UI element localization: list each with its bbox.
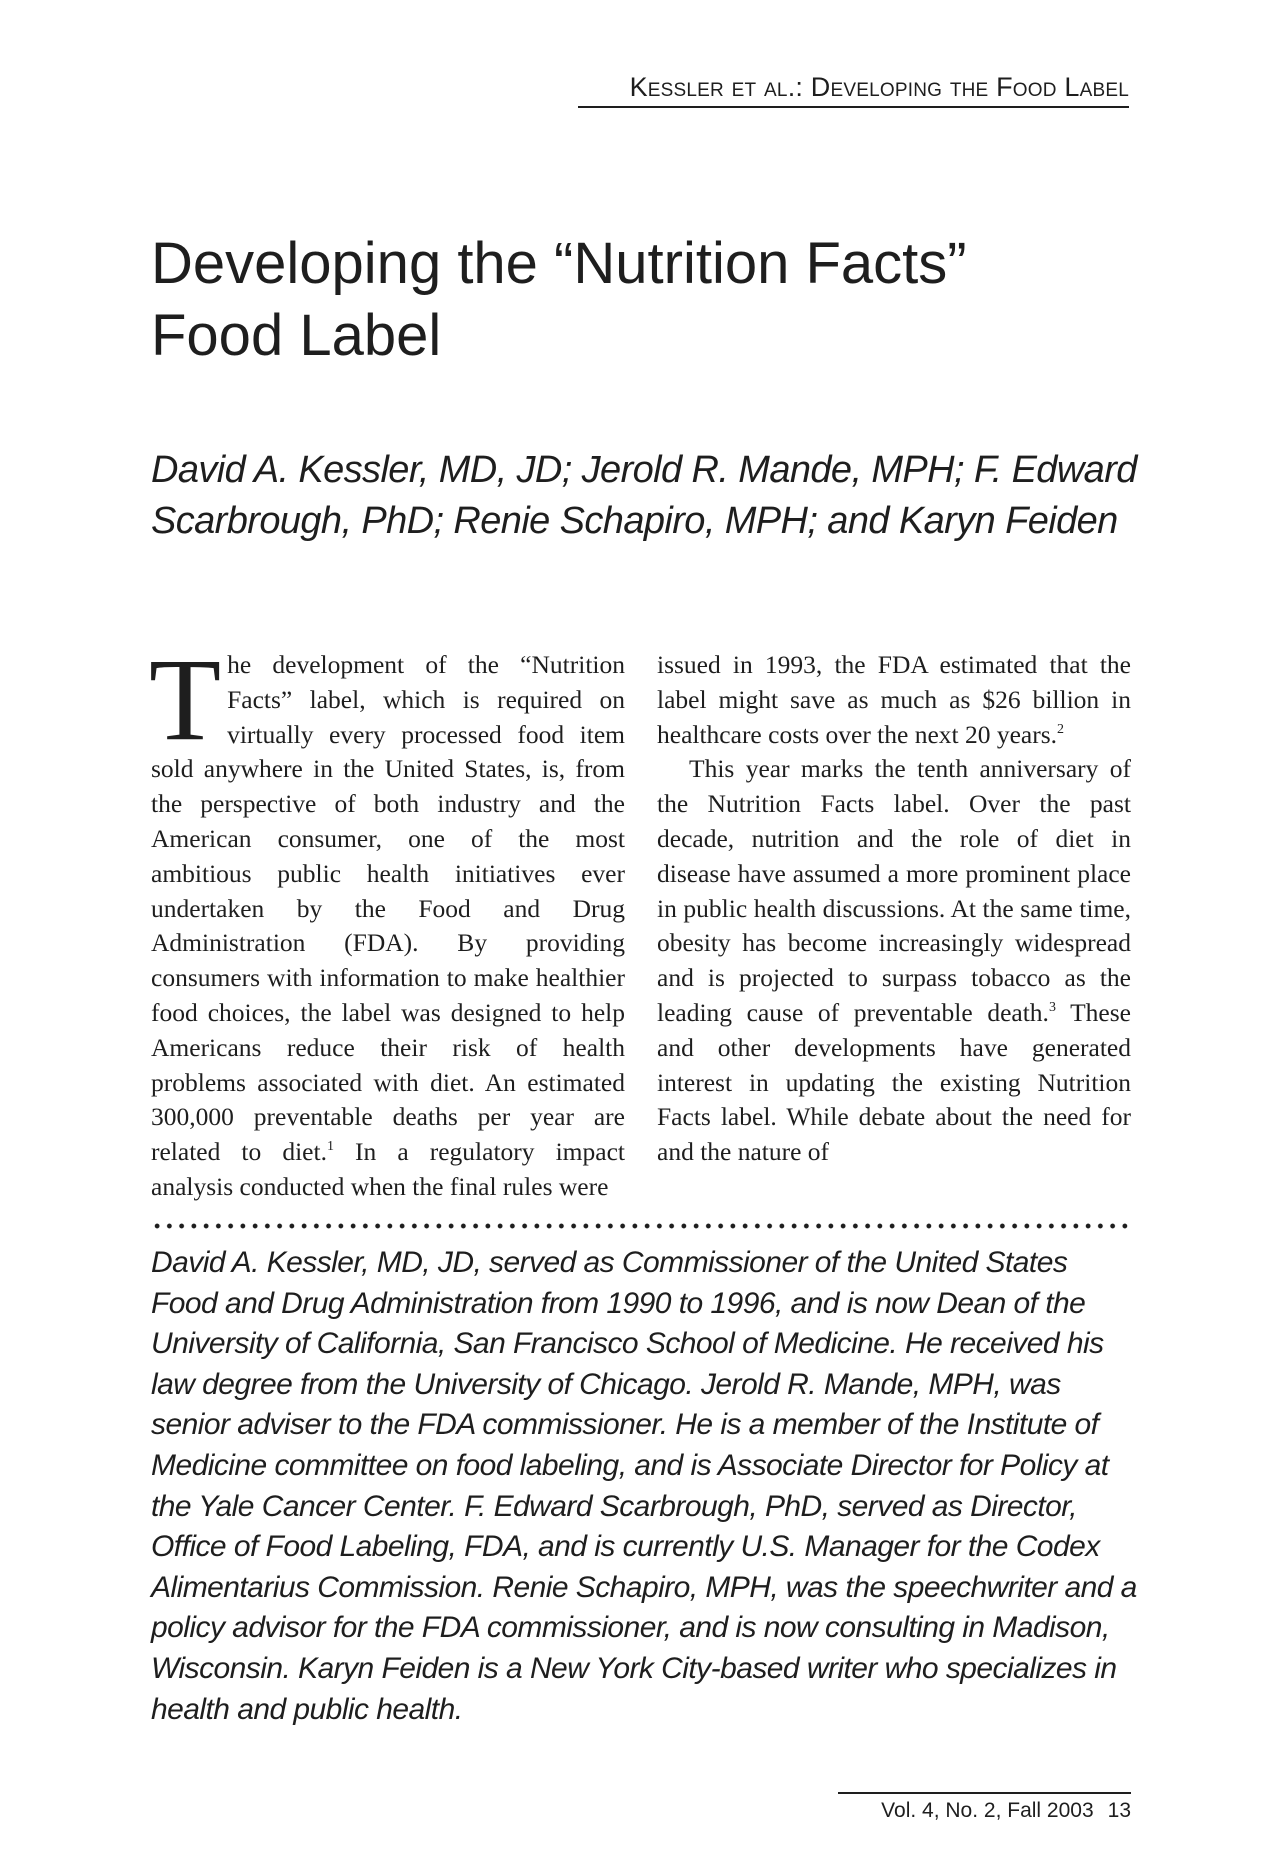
body-paragraph-1-continued <box>657 648 1131 752</box>
dotted-separator <box>151 1222 1131 1230</box>
running-head <box>578 70 1129 108</box>
running-head-title: Developing the Food Label <box>810 72 1129 102</box>
page-number: 13 <box>1107 1799 1131 1822</box>
body-paragraph-1 <box>149 634 625 1205</box>
body-paragraph-2 <box>657 752 1131 1170</box>
drop-cap: T <box>149 634 222 765</box>
article-title <box>151 228 1131 372</box>
page-footer <box>838 1792 1131 1824</box>
article-title-line1: Developing the “Nutrition Facts” <box>151 231 967 296</box>
issue-info: Vol. 4, No. 2, Fall 2003 <box>881 1799 1094 1822</box>
footnote-ref-1: 1 <box>326 1139 334 1155</box>
author-list: David A. Kessler, MD, JD; Jerold R. Mande, MPH; F. Edward Scarbrough, PhD; Renie Schapiro, MPH; and Karyn Feiden <box>151 449 1137 542</box>
author-bio: David A. Kessler, MD, JD, served as Commissioner of the United States Food and Drug Administration from 1990 to 1996, and is now Dean of the University of California, San Francisco School of Medicine. He received his law degree from the University of Chicago. Jerold R. Mande, MPH, was senior adviser to the FDA commissioner. He is a member of the Institute of Medicine committee on food labeling, and is Associate Director for Policy at the Yale Cancer Center. F. Edward Scarbrough, PhD, served as Director, Office of Food Labeling, FDA, and is currently U.S. Manager for the Codex Alimentarius Commission. Renie Schapiro, MPH, was the speechwriter and a policy advisor for the FDA commissioner, and is now consulting in Madison, Wisconsin. Karyn Feiden is a New York City-based writer who specializes in health and public health. <box>151 1246 1137 1726</box>
body-paragraph-2-text-b: These and other developments have generated interest in updating the existing Nutrition Facts label. While debate about the need for and the nature of <box>657 997 1131 1167</box>
body-paragraph-1-text-b: In a regulatory impact analysis conducted when the final rules were <box>151 1137 625 1201</box>
body-paragraph-1-text-a: he development of the “Nutrition Facts” label, which is required on virtually every processed food item sold anywhere in the United States, is, from the perspective of both industry and the American consumer, one of the most ambitious public health initiatives ever undertaken by the Food and Drug Administration (FDA). By providing consumers with information to make healthier food choices, the label was designed to help Americans reduce their risk of health problems associated with diet. An estimated 300,000 preventable deaths per year are related to diet. <box>151 650 625 1167</box>
body-paragraph-1-continued-text: issued in 1993, the FDA estimated that the label might save as much as $26 billion in healthcare costs over the next 20 years. <box>657 650 1131 749</box>
body-column-right <box>657 648 1131 1170</box>
footnote-ref-3: 3 <box>1048 999 1056 1015</box>
body-column-left <box>149 634 625 1205</box>
article-title-line2: Food Label <box>151 303 442 368</box>
body-paragraph-2-text-a: This year marks the tenth anniversary of the Nutrition Facts label. Over the past decade, nutrition and the role of diet in disease have assumed a more prominent place in public health discussions. At the same time, obesity has become increasingly widespread and is projected to surpass tobacco as the leading cause of preventable death. <box>657 754 1131 1027</box>
running-head-separator: : <box>795 72 811 102</box>
footnote-ref-2: 2 <box>1057 721 1065 737</box>
running-head-authors: Kessler et al. <box>629 72 796 102</box>
